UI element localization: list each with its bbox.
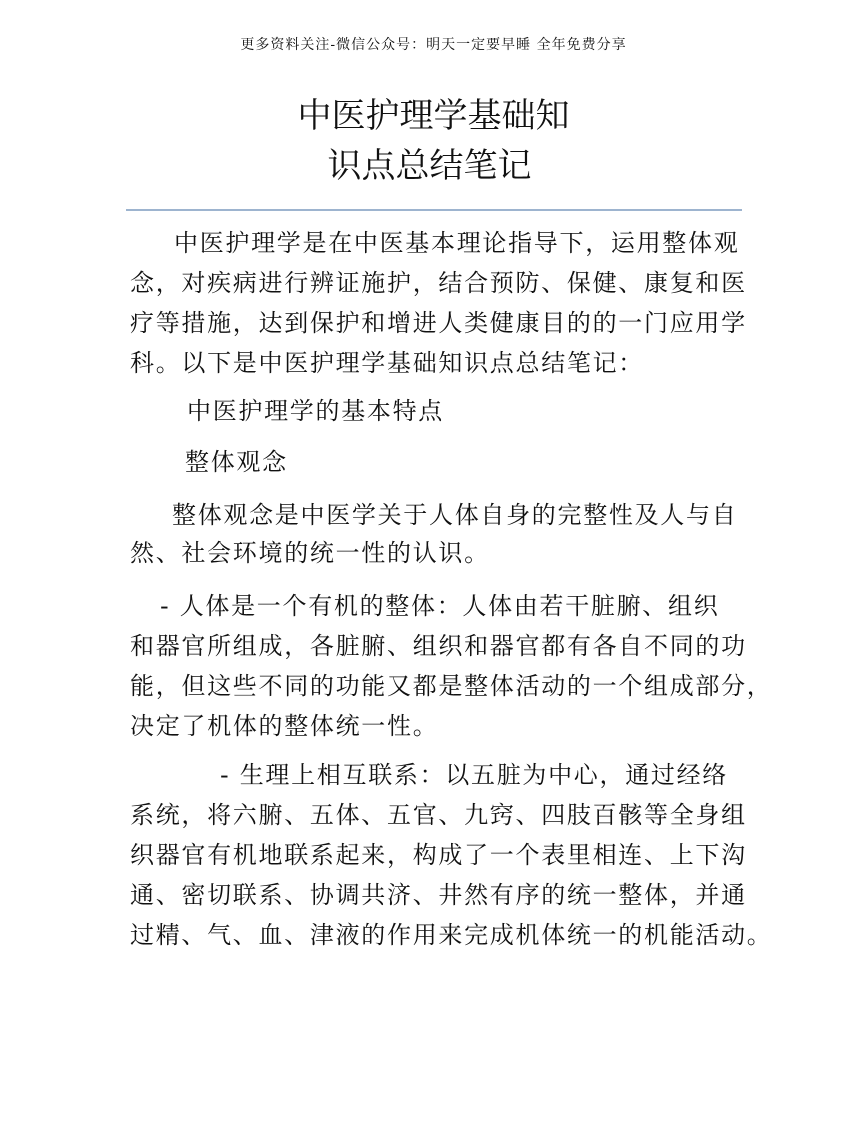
paragraph-line: 织器官有机地联系起来，构成了一个表里相连、上下沟 (130, 841, 747, 869)
paragraph-line: 通、密切联系、协调共济、井然有序的统一整体，并通 (130, 881, 747, 909)
paragraph-line: 整体观念是中医学关于人体自身的完整性及人与自 (172, 501, 738, 529)
page-header: 更多资料关注-微信公众号：明天一定要早睡 全年免费分享 (240, 37, 627, 53)
paragraph-line: 决定了机体的整体统一性。 (130, 712, 439, 740)
paragraph-line: 系统，将六腑、五体、五官、九窍、四肢百骸等全身组 (130, 801, 747, 829)
paragraph-line: - 人体是一个有机的整体：人体由若干脏腑、组织 (160, 592, 720, 620)
intro-line: 中医护理学是在中医基本理论指导下，运用整体观 (174, 229, 740, 257)
section-heading: 中医护理学的基本特点 (187, 397, 444, 425)
subsection-heading: 整体观念 (185, 448, 288, 476)
title-line-2: 识点总结笔记 (327, 146, 532, 186)
paragraph-line: - 生理上相互联系：以五脏为中心，通过经络 (220, 761, 728, 789)
paragraph-line: 和器官所组成，各脏腑、组织和器官都有各自不同的功 (130, 632, 747, 660)
intro-line: 念，对疾病进行辨证施护，结合预防、保健、康复和医 (130, 269, 747, 297)
divider (126, 209, 742, 211)
intro-line: 疗等措施，达到保护和增进人类健康目的的一门应用学 (130, 309, 747, 337)
intro-line: 科。以下是中医护理学基础知识点总结笔记： (130, 349, 644, 377)
paragraph-line: 能，但这些不同的功能又都是整体活动的一个组成部分， (130, 672, 773, 700)
paragraph-line: 然、社会环境的统一性的认识。 (130, 539, 490, 567)
paragraph-line: 过精、气、血、津液的作用来完成机体统一的机能活动。 (130, 921, 773, 949)
title-line-1: 中医护理学基础知 (297, 96, 570, 136)
